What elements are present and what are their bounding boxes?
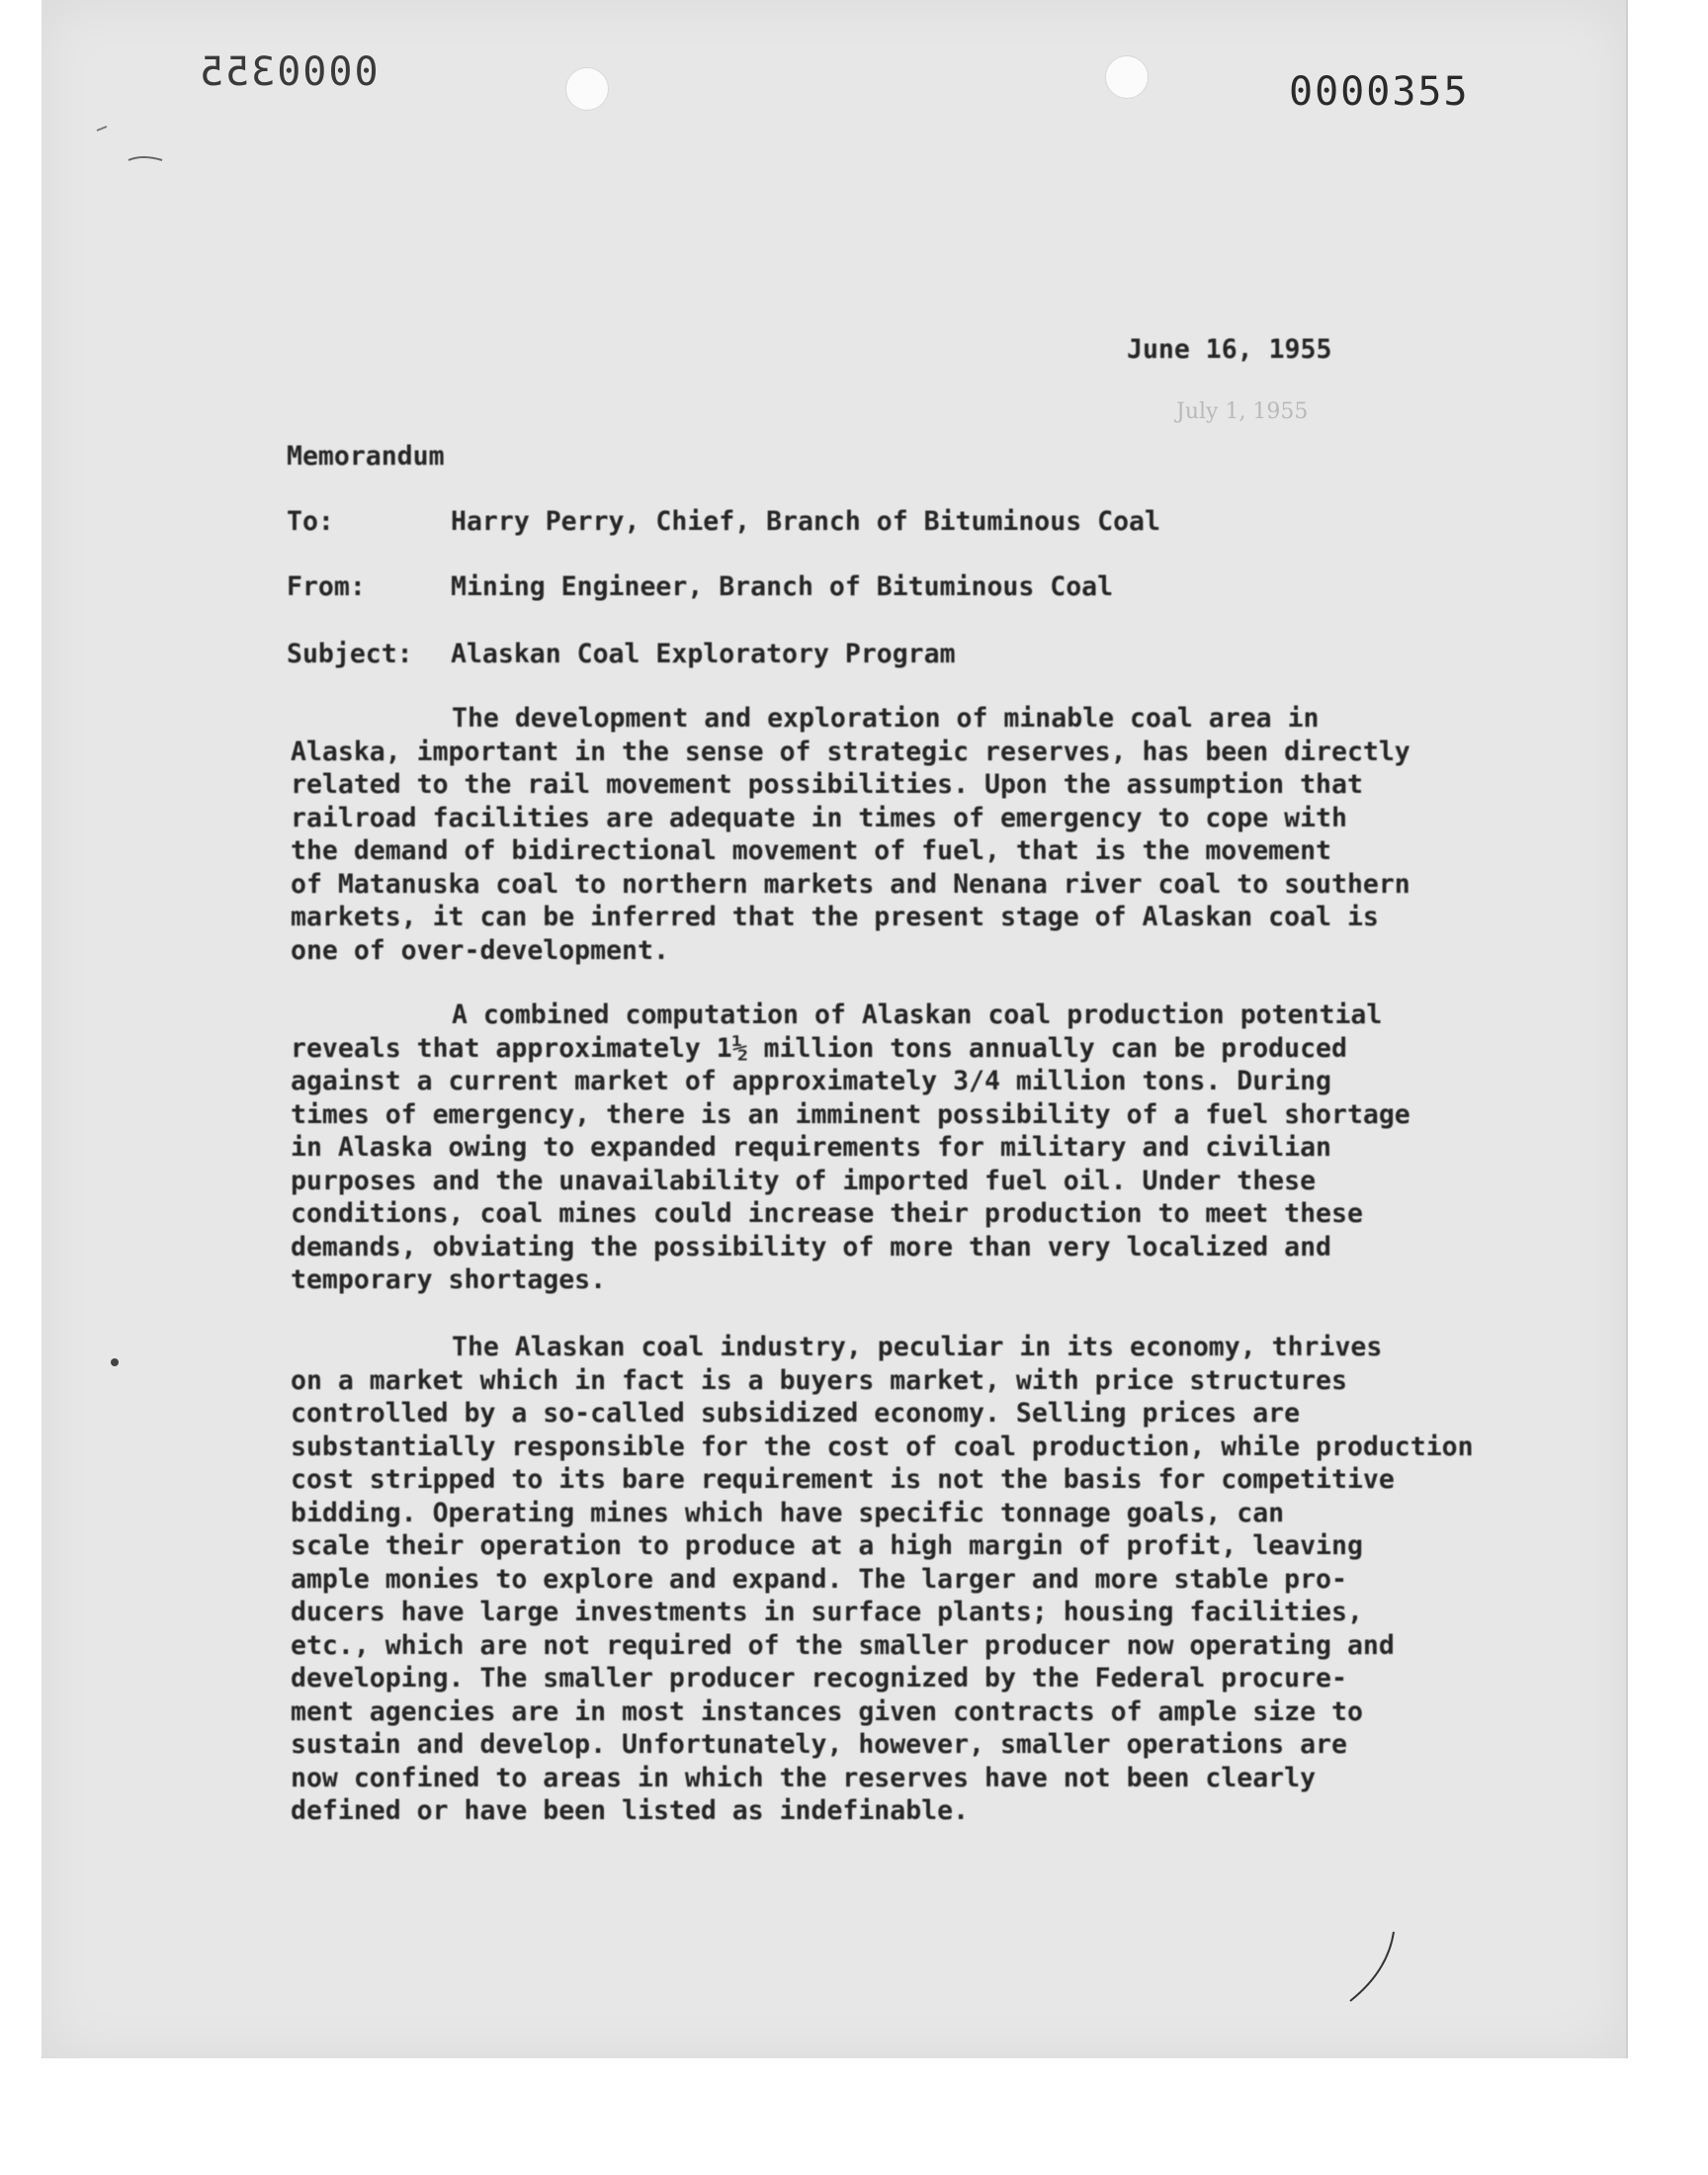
paragraph-line: temporary shortages. <box>291 1264 607 1295</box>
paragraph-line: cost stripped to its bare requirement is not the basis for competitive <box>291 1464 1395 1495</box>
paragraph-line: purposes and the unavailability of imported fuel oil. Under these <box>291 1165 1317 1196</box>
paragraph-line: The Alaskan coal industry, peculiar in its economy, thrives <box>452 1332 1383 1362</box>
paragraph-line: controlled by a so-called subsidized economy. Selling prices are <box>291 1398 1301 1429</box>
doc-number: 0000355 <box>1289 69 1470 115</box>
paragraph-line: sustain and develop. Unfortunately, however, smaller operations are <box>291 1729 1347 1760</box>
paragraph-line: now confined to areas in which the reserves have not been clearly <box>291 1762 1317 1793</box>
paragraph-line: ment agencies are in most instances given contracts of ample size to <box>291 1696 1363 1727</box>
paragraph-line: in Alaska owing to expanded requirements for military and civilian <box>291 1132 1331 1163</box>
paragraph-2 <box>291 999 1556 1297</box>
paragraph-line: The development and exploration of minable coal area in <box>452 703 1320 734</box>
paragraph-line: one of over-development. <box>291 934 669 966</box>
pen-stroke-mark <box>1344 1928 1404 2007</box>
from-value: Mining Engineer, Branch of Bituminous Coal <box>451 571 1114 602</box>
paragraph-3 <box>291 1331 1556 1828</box>
punch-hole-right <box>1105 55 1149 99</box>
paragraph-line: reveals that approximately 1½ million tons annually can be produced <box>291 1032 1347 1064</box>
paragraph-line: ducers have large investments in surface plants; housing facilities, <box>291 1597 1363 1627</box>
subject-label: Subject: <box>287 639 413 669</box>
paragraph-1 <box>291 702 1556 967</box>
paragraph-line: A combined computation of Alaskan coal production potential <box>452 1000 1383 1030</box>
paragraph-line: developing. The smaller producer recognized by the Federal procure- <box>291 1663 1347 1694</box>
paragraph-line: against a current market of approximately 3/4 million tons. During <box>291 1066 1331 1096</box>
bleed-through-date: July 1, 1955 <box>1176 399 1309 424</box>
subject-value: Alaskan Coal Exploratory Program <box>451 639 956 669</box>
paragraph-line: of Matanuska coal to northern markets and Nenana river coal to southern <box>291 868 1410 900</box>
paragraph-line: substantially responsible for the cost of coal production, while production <box>291 1431 1474 1462</box>
paragraph-line: demands, obviating the possibility of more than very localized and <box>291 1231 1331 1262</box>
memo-type: Memorandum <box>287 441 445 472</box>
paragraph-line: on a market which in fact is a buyers market, with price structures <box>291 1364 1347 1396</box>
punch-hole-left <box>565 67 609 111</box>
from-label: From: <box>287 571 366 602</box>
paragraph-line: markets, it can be inferred that the present stage of Alaskan coal is <box>291 902 1379 932</box>
paragraph-line: times of emergency, there is an imminent possibility of a fuel shortage <box>291 1098 1410 1130</box>
mirrored-doc-number: 0000355 <box>198 49 379 95</box>
paragraph-line: Alaska, important in the sense of strategic reserves, has been directly <box>291 736 1410 767</box>
paragraph-line: scale their operation to produce at a high margin of profit, leaving <box>291 1530 1363 1561</box>
to-value: Harry Perry, Chief, Branch of Bituminous Coal <box>451 506 1160 537</box>
paragraph-line: bidding. Operating mines which have specific tonnage goals, can <box>291 1497 1285 1528</box>
paragraph-line: conditions, coal mines could increase their production to meet these <box>291 1198 1363 1229</box>
paragraph-line: ample monies to explore and expand. The larger and more stable pro- <box>291 1563 1347 1595</box>
paragraph-line: railroad facilities are adequate in times of emergency to cope with <box>291 802 1347 833</box>
paragraph-line: related to the rail movement possibilities. Upon the assumption that <box>291 769 1363 800</box>
memo-date: June 16, 1955 <box>1127 334 1332 365</box>
margin-dot-mark <box>107 1354 127 1374</box>
paragraph-line: defined or have been listed as indefinable. <box>291 1795 970 1826</box>
to-label: To: <box>287 506 334 537</box>
paragraph-line: etc., which are not required of the smaller producer now operating and <box>291 1629 1395 1661</box>
paragraph-line: the demand of bidirectional movement of fuel, that is the movement <box>291 835 1331 866</box>
scan-speck-marks <box>89 119 208 178</box>
